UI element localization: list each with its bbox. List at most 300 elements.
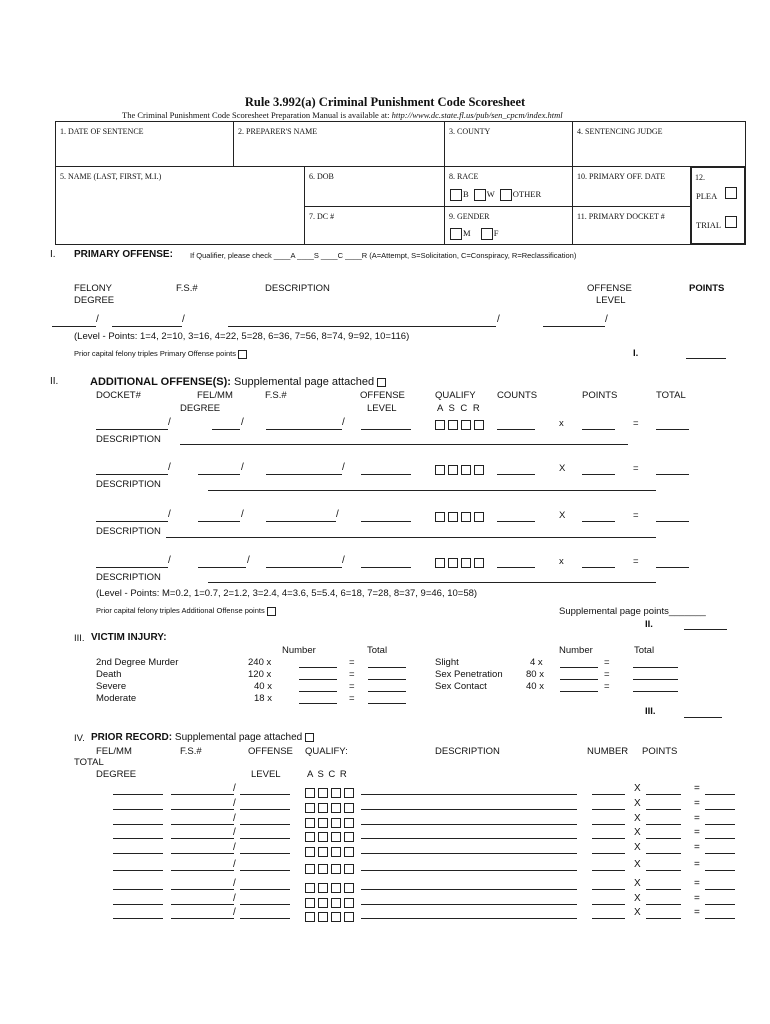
- victim-number-blank[interactable]: [299, 667, 337, 668]
- qualify-a-checkbox[interactable]: [305, 803, 315, 813]
- total-blank[interactable]: [656, 474, 689, 475]
- victim-col-number: Number: [282, 645, 316, 656]
- slash: /: [168, 509, 171, 520]
- description-blank[interactable]: [166, 537, 656, 538]
- slash: /: [233, 842, 236, 853]
- prior-description-blank[interactable]: [361, 853, 577, 854]
- qualify-c-checkbox[interactable]: [331, 883, 341, 893]
- equals-sign: =: [633, 556, 639, 567]
- slash: /: [342, 462, 345, 473]
- prior-degree-blank[interactable]: [113, 838, 163, 839]
- prior-degree-blank[interactable]: [113, 809, 163, 810]
- prior-fs-blank[interactable]: [171, 853, 234, 854]
- victim-injury-multiplier: 80 x: [526, 669, 544, 680]
- description-label: DESCRIPTION: [96, 434, 161, 445]
- gender-f-checkbox[interactable]: [481, 228, 493, 240]
- victim-total-blank[interactable]: [368, 667, 406, 668]
- qualify-s-checkbox[interactable]: [318, 912, 328, 922]
- qualify-c-checkbox[interactable]: [331, 832, 341, 842]
- prior-description-blank[interactable]: [361, 889, 577, 890]
- equals-sign: =: [349, 657, 355, 668]
- victim-injury-multiplier: 4 x: [530, 657, 543, 668]
- qualify-r-checkbox[interactable]: [474, 465, 484, 475]
- prior-points-blank[interactable]: [646, 794, 681, 795]
- prior-fs-blank[interactable]: [171, 838, 234, 839]
- prior-col-points: POINTS: [642, 746, 678, 757]
- primary-prior-capital-text: Prior capital felony triples Primary Offense points: [74, 349, 237, 358]
- qualify-s-checkbox[interactable]: [318, 788, 328, 798]
- fs-blank[interactable]: [266, 474, 342, 475]
- equals-sign: =: [694, 842, 700, 853]
- prior-level-blank[interactable]: [240, 794, 290, 795]
- prior-number-blank[interactable]: [592, 918, 625, 919]
- qualify-s-checkbox[interactable]: [318, 847, 328, 857]
- prior-points-blank[interactable]: [646, 889, 681, 890]
- slash: /: [233, 859, 236, 870]
- gender-m-checkbox[interactable]: [450, 228, 462, 240]
- prior-description-blank[interactable]: [361, 904, 577, 905]
- qualify-s-checkbox[interactable]: [318, 883, 328, 893]
- prior-description-blank[interactable]: [361, 824, 577, 825]
- qualify-r-checkbox[interactable]: [344, 898, 354, 908]
- prior-degree-blank[interactable]: [113, 904, 163, 905]
- slash: /: [182, 314, 185, 325]
- add-col-ascr: A S C R: [437, 403, 480, 414]
- qualify-s-checkbox[interactable]: [448, 512, 458, 522]
- gender-field: [444, 206, 573, 245]
- equals-sign: =: [633, 418, 639, 429]
- victim-number-blank[interactable]: [560, 691, 598, 692]
- prior-col-fs: F.S.#: [180, 746, 202, 757]
- additional-prior-capital: [96, 606, 277, 616]
- qualify-c-checkbox[interactable]: [331, 864, 341, 874]
- qualify-s-checkbox[interactable]: [448, 420, 458, 430]
- prior-total-blank[interactable]: [705, 824, 735, 825]
- date-of-sentence-field[interactable]: [55, 121, 234, 167]
- qualify-s-checkbox[interactable]: [318, 864, 328, 874]
- prior-number-blank[interactable]: [592, 794, 625, 795]
- prior-degree-blank[interactable]: [113, 794, 163, 795]
- equals-sign: =: [604, 657, 610, 668]
- race-b-label: B: [463, 189, 469, 199]
- prior-total-blank[interactable]: [705, 809, 735, 810]
- equals-sign: =: [694, 893, 700, 904]
- qualify-a-checkbox[interactable]: [305, 898, 315, 908]
- qualify-a-checkbox[interactable]: [305, 788, 315, 798]
- qualify-c-checkbox[interactable]: [331, 898, 341, 908]
- prior-degree-blank[interactable]: [113, 853, 163, 854]
- prior-level-blank[interactable]: [240, 838, 290, 839]
- docket-blank[interactable]: [96, 567, 168, 568]
- qualify-r-checkbox[interactable]: [474, 420, 484, 430]
- equals-sign: =: [349, 681, 355, 692]
- prior-description-blank[interactable]: [361, 809, 577, 810]
- prior-supplemental-text: Supplemental page attached: [174, 732, 303, 743]
- prior-level-blank[interactable]: [240, 889, 290, 890]
- race-b-checkbox[interactable]: [450, 189, 462, 201]
- prior-col-ascr: A S C R: [307, 769, 347, 780]
- level-blank[interactable]: [361, 521, 411, 522]
- equals-sign: =: [694, 798, 700, 809]
- victim-injury-label: Sex Penetration: [435, 669, 503, 680]
- qualify-c-checkbox[interactable]: [461, 420, 471, 430]
- prior-points-blank[interactable]: [646, 809, 681, 810]
- prior-level-blank[interactable]: [240, 870, 290, 871]
- qualify-s-checkbox[interactable]: [318, 803, 328, 813]
- victim-total-blank[interactable]: [633, 667, 678, 668]
- victim-injury-label: Moderate: [96, 693, 137, 704]
- qualify-r-checkbox[interactable]: [344, 818, 354, 828]
- qualify-r-checkbox[interactable]: [344, 912, 354, 922]
- counts-blank[interactable]: [497, 429, 535, 430]
- qualify-checkboxes: [435, 461, 487, 479]
- qualify-c-checkbox[interactable]: [331, 912, 341, 922]
- col-points: POINTS: [689, 283, 725, 294]
- qualify-a-checkbox[interactable]: [305, 912, 315, 922]
- victim-injury-label: Sex Contact: [435, 681, 487, 692]
- section-i-total-blank[interactable]: [686, 358, 726, 359]
- slash: /: [605, 314, 608, 325]
- prior-record-heading: PRIOR RECORD:: [91, 732, 173, 743]
- dob-field[interactable]: [304, 166, 445, 207]
- docket-blank[interactable]: [96, 474, 168, 475]
- primary-description-blank[interactable]: [228, 326, 496, 327]
- victim-col-total-right: Total: [634, 645, 655, 656]
- supplemental-page-points: Supplemental page points_______: [559, 606, 706, 617]
- prior-number-blank[interactable]: [592, 824, 625, 825]
- name-field[interactable]: [55, 166, 305, 245]
- slash: /: [342, 555, 345, 566]
- race-w-checkbox[interactable]: [474, 189, 486, 201]
- victim-injury-multiplier: 240 x: [248, 657, 272, 668]
- race-other-checkbox[interactable]: [500, 189, 512, 201]
- prior-degree-blank[interactable]: [113, 889, 163, 890]
- qualify-a-checkbox[interactable]: [305, 818, 315, 828]
- gender-m-label: M: [463, 228, 471, 238]
- county-label: 3. COUNTY: [449, 127, 491, 136]
- prior-total-blank[interactable]: [705, 838, 735, 839]
- add-col-points: POINTS: [582, 390, 618, 401]
- victim-total-blank[interactable]: [368, 691, 406, 692]
- prior-supplemental-checkbox[interactable]: [305, 733, 314, 742]
- times-sign: x: [559, 418, 564, 429]
- sentencing-judge-field[interactable]: [572, 121, 746, 167]
- slash: /: [247, 555, 250, 566]
- primary-level-blank[interactable]: [543, 326, 605, 327]
- victim-total-blank[interactable]: [633, 691, 678, 692]
- equals-sign: =: [349, 669, 355, 680]
- prior-number-blank[interactable]: [592, 838, 625, 839]
- points-blank[interactable]: [582, 521, 615, 522]
- subtitle-text: The Criminal Punishment Code Scoresheet Preparation Manual is available at:: [122, 110, 390, 120]
- prior-col-felmm: FEL/MM: [96, 746, 132, 757]
- equals-sign: =: [604, 681, 610, 692]
- times-sign: X: [634, 798, 641, 809]
- qualify-c-checkbox[interactable]: [331, 818, 341, 828]
- victim-total-blank[interactable]: [633, 679, 678, 680]
- prior-description-blank[interactable]: [361, 870, 577, 871]
- qualify-a-checkbox[interactable]: [305, 883, 315, 893]
- total-blank[interactable]: [656, 429, 689, 430]
- section-ii-total-blank[interactable]: [684, 629, 727, 630]
- prior-points-blank[interactable]: [646, 904, 681, 905]
- additional-prior-capital-text: Prior capital felony triples Additional Offense points: [96, 606, 265, 615]
- equals-sign: =: [349, 693, 355, 704]
- prior-fs-blank[interactable]: [171, 889, 234, 890]
- additional-level-points: (Level - Points: M=0.2, 1=0.7, 2=1.2, 3=2.4, 4=3.6, 5=5.4, 6=18, 7=28, 8=37, 9=46, 10=58): [96, 588, 478, 599]
- slash: /: [168, 555, 171, 566]
- victim-number-blank[interactable]: [299, 679, 337, 680]
- prior-points-blank[interactable]: [646, 918, 681, 919]
- prior-fs-blank[interactable]: [171, 809, 234, 810]
- victim-col-total: Total: [367, 645, 388, 656]
- plea-label: PLEA: [696, 191, 718, 201]
- description-blank[interactable]: [208, 582, 656, 583]
- level-blank[interactable]: [361, 567, 411, 568]
- total-blank[interactable]: [656, 567, 689, 568]
- slash: /: [233, 813, 236, 824]
- victim-number-blank[interactable]: [299, 691, 337, 692]
- col-fs: F.S.#: [176, 283, 198, 294]
- prior-number-blank[interactable]: [592, 904, 625, 905]
- prior-points-blank[interactable]: [646, 853, 681, 854]
- qualify-a-checkbox[interactable]: [305, 832, 315, 842]
- equals-sign: =: [694, 859, 700, 870]
- victim-number-blank[interactable]: [299, 703, 337, 704]
- primary-fs-blank[interactable]: [112, 326, 182, 327]
- points-blank[interactable]: [582, 474, 615, 475]
- felmm-blank[interactable]: [198, 567, 246, 568]
- prior-level-blank[interactable]: [240, 853, 290, 854]
- prior-total-blank[interactable]: [705, 918, 735, 919]
- times-sign: X: [634, 842, 641, 853]
- prior-description-blank[interactable]: [361, 918, 577, 919]
- qualify-checkboxes: [305, 860, 357, 878]
- slash: /: [241, 417, 244, 428]
- prior-col-qualify: QUALIFY:: [305, 746, 348, 757]
- times-sign: X: [559, 463, 566, 474]
- qualify-c-checkbox[interactable]: [461, 558, 471, 568]
- section-iii-roman: III.: [74, 633, 85, 644]
- victim-total-blank[interactable]: [368, 679, 406, 680]
- victim-col-number-right: Number: [559, 645, 593, 656]
- prior-col-level: LEVEL: [251, 769, 281, 780]
- docket-blank[interactable]: [96, 521, 168, 522]
- prior-col-description: DESCRIPTION: [435, 746, 500, 757]
- add-col-fs: F.S.#: [265, 390, 287, 401]
- county-field[interactable]: [444, 121, 573, 167]
- dc-number-field[interactable]: [304, 206, 445, 245]
- qualify-a-checkbox[interactable]: [435, 512, 445, 522]
- equals-sign: =: [694, 878, 700, 889]
- prior-col-total: TOTAL: [74, 757, 104, 768]
- fs-blank[interactable]: [266, 429, 342, 430]
- counts-blank[interactable]: [497, 567, 535, 568]
- slash: /: [233, 893, 236, 904]
- prior-number-blank[interactable]: [592, 853, 625, 854]
- qualify-r-checkbox[interactable]: [344, 788, 354, 798]
- docket-blank[interactable]: [96, 429, 168, 430]
- prior-fs-blank[interactable]: [171, 918, 234, 919]
- description-label: DESCRIPTION: [96, 572, 161, 583]
- page-title: Rule 3.992(a) Criminal Punishment Code Scoresheet: [244, 95, 526, 109]
- prior-degree-blank[interactable]: [113, 918, 163, 919]
- plea-checkbox[interactable]: [725, 187, 737, 199]
- slash: /: [497, 314, 500, 325]
- primary-off-date-field[interactable]: [572, 166, 691, 207]
- victim-injury-multiplier: 120 x: [248, 669, 272, 680]
- total-blank[interactable]: [656, 521, 689, 522]
- equals-sign: =: [604, 669, 610, 680]
- primary-docket-field[interactable]: [572, 206, 691, 245]
- prior-description-blank[interactable]: [361, 794, 577, 795]
- victim-number-blank[interactable]: [560, 679, 598, 680]
- prior-level-blank[interactable]: [240, 918, 290, 919]
- victim-injury-label: Death: [96, 669, 122, 680]
- prior-points-blank[interactable]: [646, 824, 681, 825]
- qualify-c-checkbox[interactable]: [331, 847, 341, 857]
- prior-level-blank[interactable]: [240, 824, 290, 825]
- description-blank[interactable]: [180, 444, 628, 445]
- slash: /: [233, 783, 236, 794]
- qualify-c-checkbox[interactable]: [461, 512, 471, 522]
- trial-label: TRIAL: [696, 220, 722, 230]
- times-sign: X: [634, 878, 641, 889]
- additional-supplemental-checkbox[interactable]: [377, 378, 386, 387]
- add-col-qualify: QUALIFY: [435, 390, 476, 401]
- description-blank[interactable]: [208, 490, 656, 491]
- prior-number-blank[interactable]: [592, 889, 625, 890]
- qualify-a-checkbox[interactable]: [305, 864, 315, 874]
- equals-sign: =: [694, 783, 700, 794]
- qualify-a-checkbox[interactable]: [435, 420, 445, 430]
- qualifier-text: If Qualifier, please check ____A ____S ____C ____R (A=Attempt, S=Solicitation, C=Conspiracy, R=Reclassification): [190, 251, 577, 260]
- victim-total-blank[interactable]: [368, 703, 406, 704]
- qualify-r-checkbox[interactable]: [474, 558, 484, 568]
- fs-blank[interactable]: [266, 567, 342, 568]
- equals-sign: =: [694, 813, 700, 824]
- slash: /: [96, 314, 99, 325]
- prior-col-number: NUMBER: [587, 746, 629, 757]
- qualify-s-checkbox[interactable]: [318, 818, 328, 828]
- qualify-c-checkbox[interactable]: [331, 788, 341, 798]
- qualify-checkboxes: [435, 416, 487, 434]
- prior-fs-blank[interactable]: [171, 794, 234, 795]
- level-blank[interactable]: [361, 429, 411, 430]
- qualify-r-checkbox[interactable]: [344, 864, 354, 874]
- points-blank[interactable]: [582, 567, 615, 568]
- qualify-r-checkbox[interactable]: [344, 883, 354, 893]
- prior-fs-blank[interactable]: [171, 870, 234, 871]
- trial-checkbox[interactable]: [725, 216, 737, 228]
- qualify-c-checkbox[interactable]: [461, 465, 471, 475]
- prior-points-blank[interactable]: [646, 838, 681, 839]
- prior-total-blank[interactable]: [705, 904, 735, 905]
- qualify-r-checkbox[interactable]: [344, 847, 354, 857]
- qualify-a-checkbox[interactable]: [305, 847, 315, 857]
- qualify-c-checkbox[interactable]: [331, 803, 341, 813]
- level-blank[interactable]: [361, 474, 411, 475]
- qualify-s-checkbox[interactable]: [448, 465, 458, 475]
- prior-fs-blank[interactable]: [171, 824, 234, 825]
- times-sign: X: [634, 827, 641, 838]
- prior-total-blank[interactable]: [705, 853, 735, 854]
- prior-level-blank[interactable]: [240, 904, 290, 905]
- primary-off-date-label: 10. PRIMARY OFF. DATE: [577, 172, 666, 181]
- section-iii-total-blank[interactable]: [684, 717, 722, 718]
- qualify-r-checkbox[interactable]: [474, 512, 484, 522]
- col-level: LEVEL: [596, 295, 626, 306]
- qualify-s-checkbox[interactable]: [448, 558, 458, 568]
- times-sign: X: [634, 907, 641, 918]
- qualify-s-checkbox[interactable]: [318, 832, 328, 842]
- prior-description-blank[interactable]: [361, 838, 577, 839]
- section-iii-total-label: III.: [645, 706, 656, 717]
- qualify-a-checkbox[interactable]: [435, 558, 445, 568]
- qualify-checkboxes: [305, 908, 357, 926]
- prior-degree-blank[interactable]: [113, 824, 163, 825]
- prior-total-blank[interactable]: [705, 889, 735, 890]
- counts-blank[interactable]: [497, 474, 535, 475]
- felmm-blank[interactable]: [198, 521, 240, 522]
- victim-injury-label: Slight: [435, 657, 459, 668]
- preparer-name-field[interactable]: [233, 121, 445, 167]
- equals-sign: =: [633, 463, 639, 474]
- points-blank[interactable]: [582, 429, 615, 430]
- qualify-r-checkbox[interactable]: [344, 832, 354, 842]
- additional-prior-capital-checkbox[interactable]: [267, 607, 276, 616]
- prior-total-blank[interactable]: [705, 870, 735, 871]
- prior-fs-blank[interactable]: [171, 904, 234, 905]
- counts-blank[interactable]: [497, 521, 535, 522]
- description-label: DESCRIPTION: [96, 526, 161, 537]
- times-sign: X: [559, 510, 566, 521]
- prior-degree-blank[interactable]: [113, 870, 163, 871]
- prior-total-blank[interactable]: [705, 794, 735, 795]
- sentencing-judge-label: 4. SENTENCING JUDGE: [577, 127, 663, 136]
- section-i-total-label: I.: [633, 348, 639, 359]
- primary-felony-blank[interactable]: [52, 326, 96, 327]
- prior-number-blank[interactable]: [592, 809, 625, 810]
- prior-number-blank[interactable]: [592, 870, 625, 871]
- prior-level-blank[interactable]: [240, 809, 290, 810]
- fs-blank[interactable]: [266, 521, 336, 522]
- qualify-r-checkbox[interactable]: [344, 803, 354, 813]
- add-col-degree: DEGREE: [180, 403, 221, 414]
- slash: /: [233, 827, 236, 838]
- qualify-a-checkbox[interactable]: [435, 465, 445, 475]
- equals-sign: =: [694, 827, 700, 838]
- prior-points-blank[interactable]: [646, 870, 681, 871]
- primary-docket-label: 11. PRIMARY DOCKET #: [577, 212, 665, 221]
- victim-number-blank[interactable]: [560, 667, 598, 668]
- section-iv-roman: IV.: [74, 733, 85, 744]
- felmm-blank[interactable]: [198, 474, 240, 475]
- slash: /: [233, 878, 236, 889]
- victim-injury-multiplier: 18 x: [254, 693, 272, 704]
- equals-sign: =: [633, 510, 639, 521]
- prior-col-degree: DEGREE: [96, 769, 137, 780]
- manual-url[interactable]: http://www.dc.state.fl.us/pub/sen_cpcm/index.html: [391, 110, 563, 120]
- primary-prior-capital-checkbox[interactable]: [238, 350, 247, 359]
- race-other-label: OTHER: [512, 189, 542, 199]
- felmm-blank[interactable]: [212, 429, 240, 430]
- qualify-s-checkbox[interactable]: [318, 898, 328, 908]
- times-sign: X: [634, 859, 641, 870]
- additional-offense-heading: ADDITIONAL OFFENSE(S):: [90, 376, 231, 388]
- add-col-level: LEVEL: [367, 403, 397, 414]
- preparer-name-label: 2. PREPARER'S NAME: [238, 127, 318, 136]
